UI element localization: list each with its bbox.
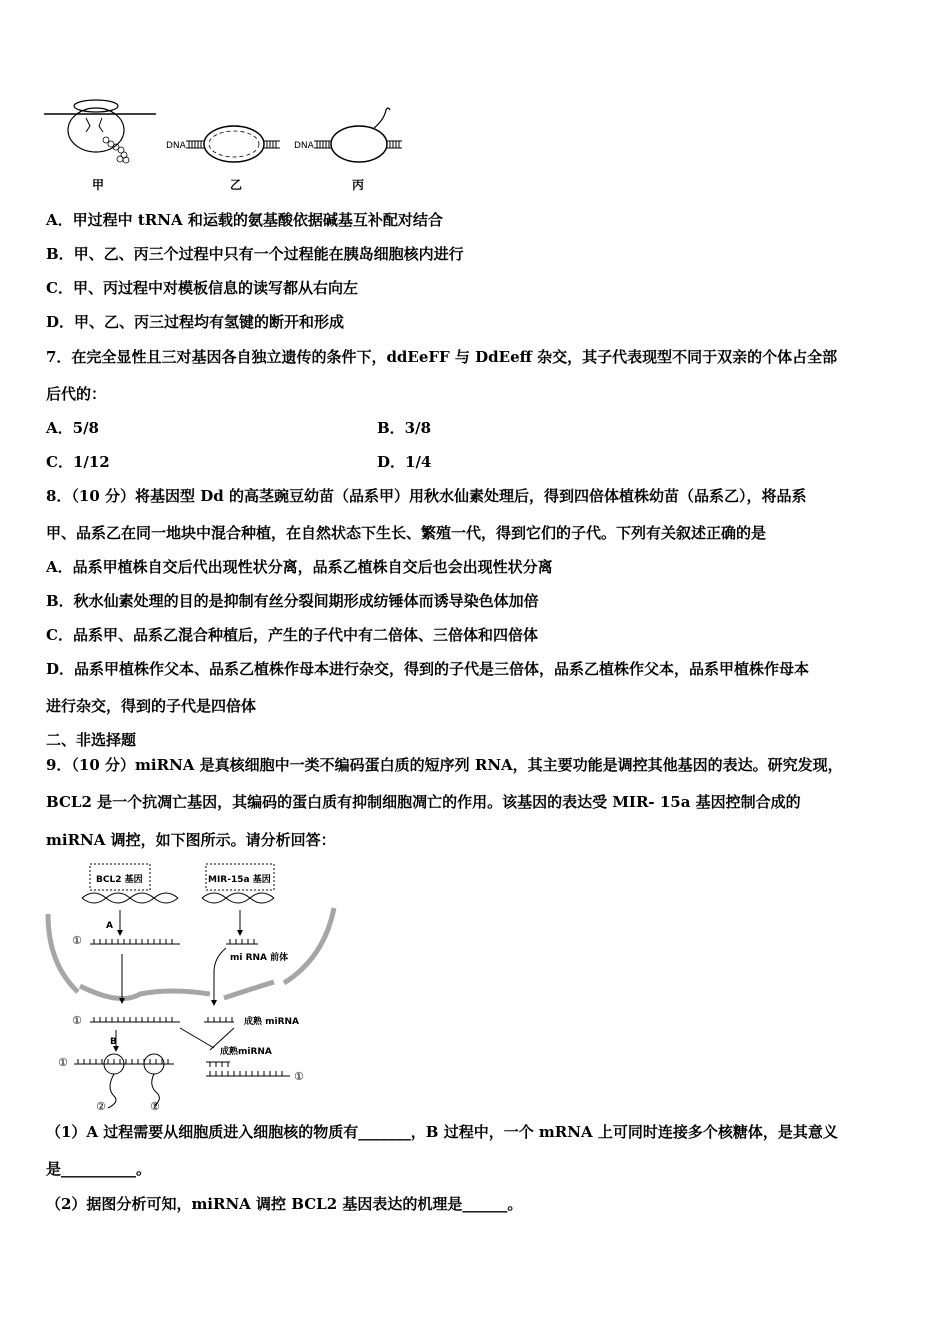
arrow-mir-head [237, 930, 243, 936]
q8-option-a: A．品系甲植株自交后代出现性状分离，品系乙植株自交后也会出现性状分离 [46, 558, 553, 576]
new-strands [209, 131, 259, 157]
dna-label-1: DNA [166, 141, 186, 151]
dna-ladder-right-2 [387, 141, 402, 148]
q8-option-b: B．秋水仙素处理的目的是抑制有丝分裂间期形成纺锤体而诱导染色体加倍 [46, 592, 539, 610]
q7-option-a: A．5/8 [46, 419, 99, 437]
bcl2-gene-label: BCL2 基因 [96, 875, 143, 885]
nuclear-envelope-left [48, 914, 78, 992]
arrow-a-head [117, 930, 123, 936]
dna-ladder-right-1 [264, 141, 280, 148]
mir15a-gene-label: MIR-15a 基因 [208, 875, 271, 885]
mature-mirna-label-1: 成熟 miRNA [244, 1017, 300, 1027]
q7-stem-line2: 后代的： [46, 385, 107, 403]
process-a-label: A [106, 921, 113, 931]
q6-option-a: A．甲过程中 tRNA 和运载的氨基酸依据碱基互补配对结合 [46, 211, 443, 229]
ribosome-small-subunit [74, 100, 118, 112]
rna-strand [374, 108, 390, 128]
bcl2-helix-b [82, 893, 178, 903]
marker-2b: ② [150, 1100, 160, 1113]
peptide-chain-1 [108, 1074, 116, 1108]
mir-helix-b [202, 893, 274, 903]
mature-mirna-strand-2 [206, 1062, 230, 1067]
marker-1b: ① [72, 1014, 82, 1027]
marker-2a: ② [96, 1100, 106, 1113]
mirna-figure [44, 858, 344, 1116]
q7-option-c: C．1/12 [46, 453, 110, 471]
bcl2-mrna-2 [90, 1017, 180, 1022]
q7-stem-line1: 7．在完全显性且三对基因各自独立遗传的条件下，ddEeFF 与 DdEeff 杂交，其子代表现型不同于双亲的个体占全部 [46, 348, 838, 366]
dna-label-2: DNA [294, 141, 314, 151]
figure-label-bing: 丙 [352, 178, 365, 192]
q8-stem-line2: 甲、品系乙在同一地块中混合种植，在自然状态下生长、繁殖一代，得到它们的子代。下列有关叙述正确的是 [46, 524, 767, 542]
bcl2-mrna-1 [90, 939, 180, 944]
marker-1d: ① [294, 1070, 304, 1083]
q9-sub1-line2: 是__________。 [46, 1160, 152, 1178]
mirna-diagram [44, 858, 344, 1116]
q9-stem-line1: 9．（10 分）miRNA 是真核细胞中一类不编码蛋白质的短序列 RNA，其主要功能是调控其他基因的表达。研究发现， [46, 756, 843, 774]
q6-option-b: B．甲、乙、丙三个过程中只有一个过程能在胰岛细胞核内进行 [46, 245, 464, 263]
mirna-precursor-strand [226, 939, 258, 944]
trna-shapes [86, 118, 103, 132]
q8-stem-line1: 8．（10 分）将基因型 Dd 的高茎豌豆幼苗（品系甲）用秋水仙素处理后，得到四倍体植株幼苗（品系乙），将品系 [46, 487, 807, 505]
process-b-label: B [110, 1037, 117, 1047]
figure-label-yi: 乙 [230, 178, 243, 192]
marker-1c: ① [58, 1056, 68, 1069]
figure-label-jia: 甲 [92, 178, 105, 192]
q8-option-d-line2: 进行杂交，得到的子代是四倍体 [46, 697, 257, 715]
q9-stem-line3: miRNA 调控，如下图所示。请分析回答： [46, 831, 336, 849]
mature-mirna-label-2: 成熟miRNA [220, 1047, 272, 1057]
q6-option-d: D．甲、乙、丙三过程均有氢键的断开和形成 [46, 313, 345, 331]
marker-1a: ① [72, 934, 82, 947]
dna-ladder-left-1 [186, 141, 204, 148]
nuclear-envelope-bottom [80, 986, 210, 999]
mir-helix-a [202, 893, 274, 903]
q8-option-c: C．品系甲、品系乙混合种植后，产生的子代中有二倍体、三倍体和四倍体 [46, 626, 538, 644]
transcription-bubble [331, 126, 387, 162]
nuclear-envelope-right [284, 908, 334, 983]
process-figure-top [44, 92, 414, 194]
q6-option-c: C．甲、丙过程中对模板信息的读写都从右向左 [46, 279, 358, 297]
q7-option-d: D．1/4 [377, 453, 432, 471]
q7-option-b: B．3/8 [377, 419, 432, 437]
arrow-export-mrna-head [119, 998, 125, 1004]
dna-ladder-left-2 [314, 141, 332, 148]
section2-title: 二、非选择题 [46, 731, 137, 749]
nuclear-envelope-bottom-right [224, 982, 274, 998]
mature-mirna-strand-1 [204, 1017, 234, 1022]
q8-option-d: D．品系甲植株作父本、品系乙植株作母本进行杂交，得到的子代是三倍体，品系乙植株作父本，品系甲植株作母本 [46, 660, 810, 678]
q9-sub1-line1: （1）A 过程需要从细胞质进入细胞核的物质有_______，B 过程中，一个 mRNA 上可同时连接多个核糖体，是其意义 [46, 1123, 838, 1141]
q9-stem-line2: BCL2 是一个抗凋亡基因，其编码的蛋白质有抑制细胞凋亡的作用。该基因的表达受 MIR- 15a 基因控制合成的 [46, 793, 801, 811]
arrow-export-mirna-head [211, 1000, 217, 1006]
target-mrna-strand [206, 1071, 290, 1076]
q9-sub2: （2）据图分析可知，miRNA 调控 BCL2 基因表达的机理是______。 [46, 1195, 523, 1213]
mirna-precursor-label: mi RNA 前体 [230, 953, 289, 963]
